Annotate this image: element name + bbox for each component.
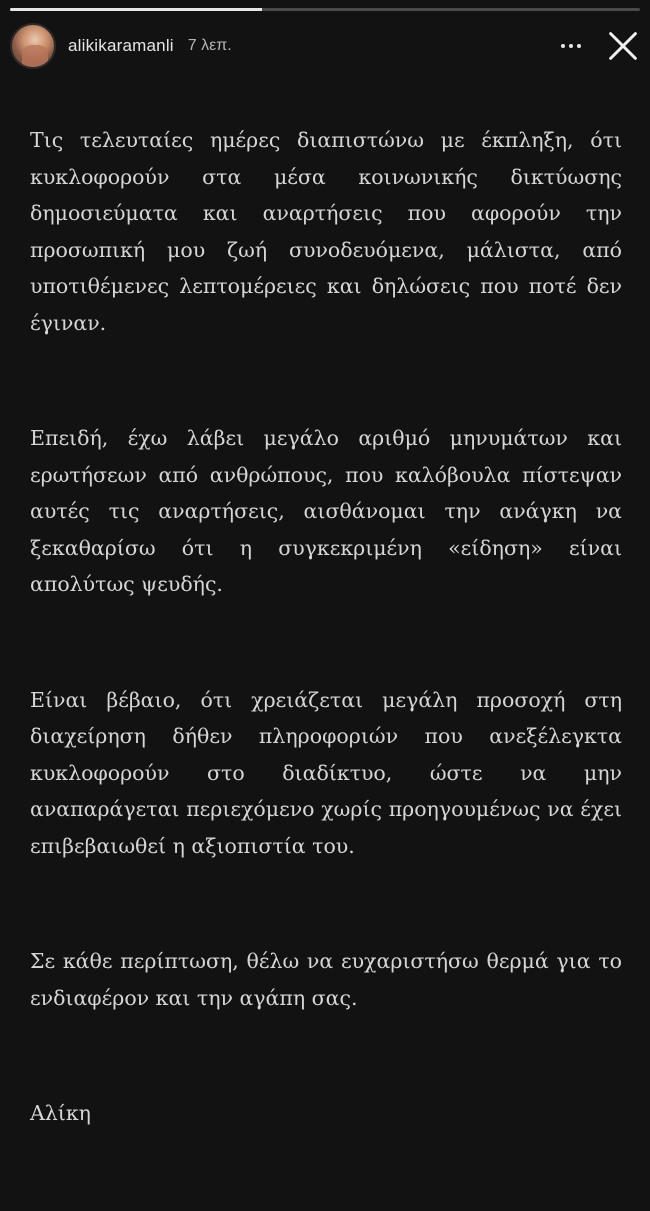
- story-progress-fill: [10, 8, 262, 11]
- paragraph-2: Επειδή, έχω λάβει μεγάλο αριθμό μηνυμάτων και ερωτήσεων από ανθρώπους, που καλόβουλα πίστεψαν αυτές τις αναρτήσεις, αισθάνομαι την ανάγκη να ξεκαθαρίσω ότι η συγκεκριμένη «είδηση» είναι απολύτως ψευδής.: [30, 426, 622, 596]
- signature: Αλίκη: [30, 1101, 91, 1125]
- story-text: [30, 122, 622, 1211]
- avatar[interactable]: [10, 23, 56, 69]
- close-icon[interactable]: [606, 29, 640, 63]
- more-options-button[interactable]: [556, 31, 586, 61]
- paragraph-4: Σε κάθε περίπτωση, θέλω να ευχαριστήσω θερμά για το ενδιαφέρον και την αγάπη σας.: [30, 949, 622, 1010]
- post-time: 7 λεπ.: [187, 37, 232, 54]
- username[interactable]: alikikaramanli: [68, 36, 174, 55]
- more-horizontal-icon: [561, 44, 565, 48]
- more-horizontal-icon-dot: [569, 44, 573, 48]
- paragraph-3: Είναι βέβαιο, ότι χρειάζεται μεγάλη προσοχή στη διαχείρηση δήθεν πληροφοριών που ανεξέλεγκτα κυκλοφορούν στο διαδίκτυο, ώστε να μην αναπαράγεται περιεχόμενο χωρίς προηγουμένως να έχει επιβεβαιωθεί η αξιοπιστία του.: [30, 687, 622, 858]
- story-header: [10, 20, 640, 72]
- story-progress-bar: [10, 8, 640, 11]
- more-horizontal-icon-dot: [577, 44, 581, 48]
- paragraph-1: Τις τελευταίες ημέρες διαπιστώνω με έκπληξη, ότι κυκλοφορούν στα μέσα κοινωνικής δικτύωσης δημοσιεύματα και αναρτήσεις που αφορούν την προσωπική μου ζωή συνοδευόμενα, μάλιστα, από υποτιθέμενες λεπτομέρειες και δηλώσεις που ποτέ δεν έγιναν.: [30, 128, 622, 335]
